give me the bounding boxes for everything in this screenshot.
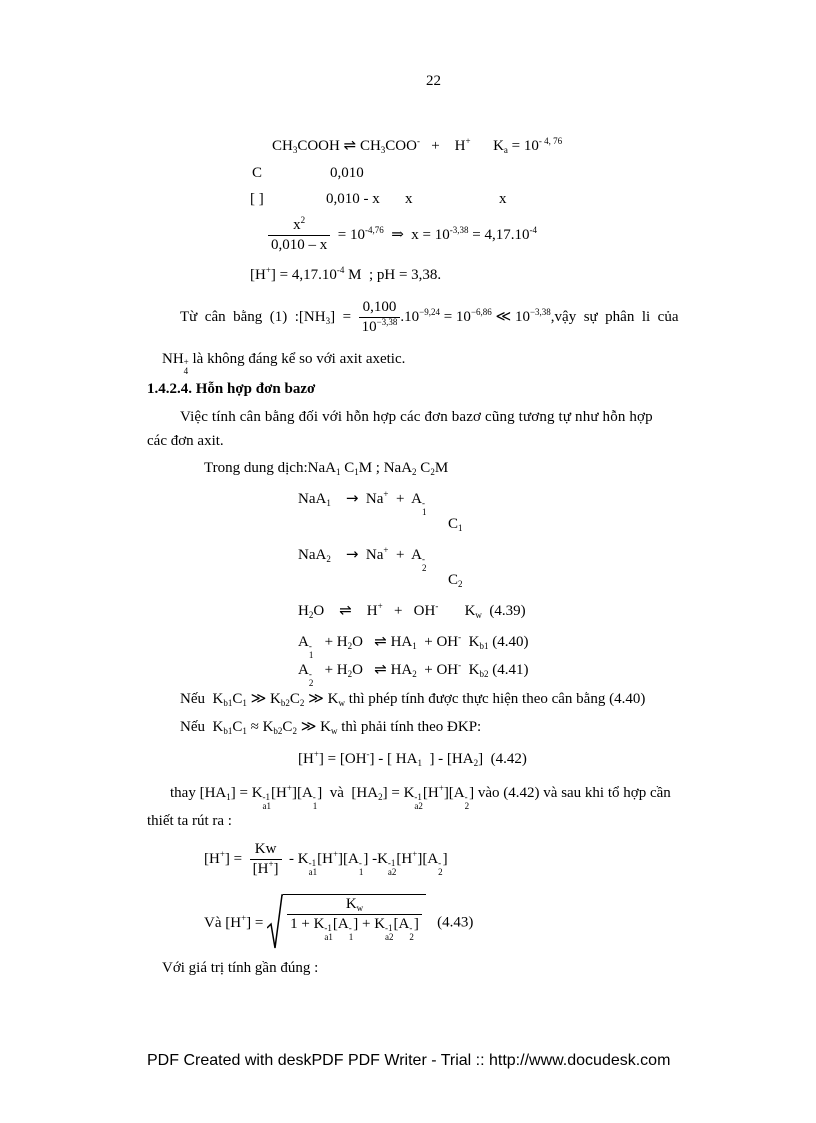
reaction-naa2: NaA$_2$ → Na+ + A - 2 [298, 545, 427, 573]
substitution-line: thay $[HA_1] = K$ -1 a1 [H+][A - 1 ] và $[HA_2] = K$ -1 a2 [H+][A - 2 ] vào (4.42) và sau khi tổ hợp cần [170, 783, 671, 811]
x-fraction-calc: $\frac{x^2}{0,010 - x}$ = $10^{-4,76}$ ⇒ $x = 10^{-3,38} = 4,17.10^{-4}$ [268, 218, 537, 253]
sqrt-symbol: $K_w$ 1 + K -1 a1 [A - 1 ] + K -1 a2 [A - 2 ] [267, 894, 426, 952]
approx-line: Với giá trị tính gần đúng : [162, 960, 319, 976]
eq-4-42: [H+] = [OH-] - [ $HA_1$ ] - $[HA_2]$ (4.42) [298, 749, 527, 768]
reaction-naa1: NaA$_1$ → Na+ + A - 1 [298, 489, 427, 517]
eq-4-43: Và [H+] = $K_w$ 1 + K -1 a1 [A - 1 ] + K -1 a2 [A - 2 ] (4.43) [204, 894, 473, 952]
condition-2: Nếu $K_{b1}C_1 \approx K_{b2}C_2$ ≫ $K_w$ thì phải tính theo ĐKP: [180, 719, 482, 736]
reaction-naa1-c: $C_1$ [448, 516, 463, 533]
nh4-line: NH + 4 là không đáng kể so với axit axetic. [162, 351, 406, 376]
eq-4-41: A - 2 + $H_2O$ ⇌ $HA_2 + OH^-$ $K_{b2}$ (4.41) [298, 660, 529, 688]
footer-watermark: PDF Created with deskPDF PDF Writer - Trial :: http://www.docudesk.com [147, 1052, 671, 1069]
condition-1: Nếu $K_{b1}C_1$ ≫ $K_{b2}C_2$ ≫ $K_w$ thì phép tính được thực hiện theo cân bằng (4.40) [180, 691, 646, 708]
reaction-naa2-c: $C_2$ [448, 572, 463, 589]
row-eq-label: [ ] [250, 191, 264, 207]
section-heading: 1.4.2.4. Hỗn hợp đơn bazơ [147, 381, 316, 397]
row-eq-v1: 0,010 - x [326, 191, 380, 207]
eq-4-40: A - 1 + $H_2O$ ⇌ $HA_1 + OH^-$ $K_{b1}$ (4.40) [298, 632, 529, 660]
nh3-line: Từ cân bằng (1) $:[NH_3]$ = $\frac{0,100}{10^{-3,38}}$ $.10^{-9,24} = 10^{-6,86}$ ≪ $10^{-3,38},vậy$ sự phân li của [180, 299, 679, 335]
row-c-value: 0,010 [330, 165, 364, 181]
substitution-line-2: thiết ta rút ra : [147, 813, 232, 829]
h-result: $[H^+] = 4,17.10^{-4}$ M ; pH = 3,38. [250, 265, 442, 283]
page-number: 22 [426, 73, 441, 89]
para1-line2: các đơn axit. [147, 433, 224, 449]
acetic-equation: $CH_3COOH$ ⇌ $CH_3COO^-$ + H+ $K_a = 10^{- 4, 76}$ [272, 136, 563, 155]
eq-4-39: $H_2O$ ⇌ H+ + OH- $K_w$ (4.39) [298, 601, 526, 620]
solution-line: Trong dung dịch:NaA$_1$ $C_1M$ ; NaA$_2$ $C_2M$ [204, 460, 449, 477]
para1-line1: Việc tính cân bằng đối với hỗn hợp các đơn bazơ cũng tương tự như hỗn hợp [180, 409, 653, 425]
row-eq-v3: x [499, 191, 507, 207]
eq-h-expression: [H+] = $\frac{Kw}{[H^+]}$ - K -1 a1 [H+][A - 1 ] -K -1 a2 [H+][A - 2 ] [204, 841, 448, 877]
row-eq-v2: x [405, 191, 413, 207]
row-c-label: C [252, 165, 263, 181]
